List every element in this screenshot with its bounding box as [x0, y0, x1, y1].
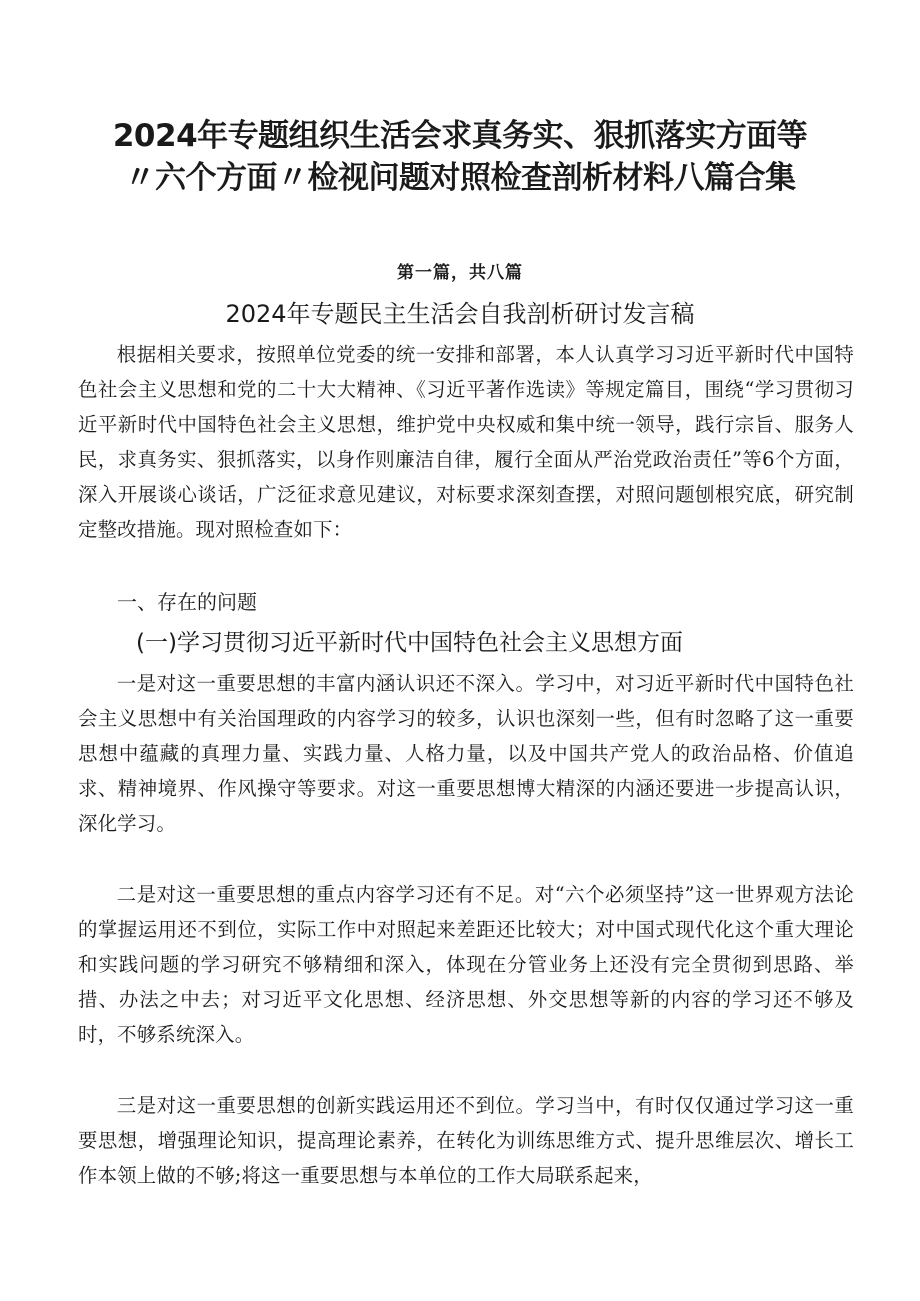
body-paragraph-3: 三是对这一重要思想的创新实践运用还不到位。学习当中，有时仅仅通过学习这一重要思想，增强理论知识，提高理论素养，在转化为训练思维方式、提升思维层次、增长工作本领上做的不够;将这一重要思想与本单位的工作大局联系起来， [78, 1094, 854, 1187]
intro-paragraph: 根据相关要求，按照单位党委的统一安排和部署，本人认真学习习近平新时代中国特色社会主义思想和党的二十大大精神、《习近平著作选读》等规定篇目，围绕“学习贯彻习近平新时代中国特色社会主义思想，维护党中央权威和集中统一领导，践行宗旨、服务人民，求真务实、狠抓落实，以身作则廉洁自律，履行全面从严治党政治责任”等6个方面，深入开展谈心谈话，广泛征求意见建议，对标要求深刻查摆，对照问题刨根究底，研究制定整改措施。现对照检查如下： [78, 343, 854, 541]
body-paragraph-1: 一是对这一重要思想的丰富内涵认识还不深入。学习中，对习近平新时代中国特色社会主义思想中有关治国理政的内容学习的较多，认识也深刻一些，但有时忽略了这一重要思想中蕴藏的真理力量、实践力量、人格力量，以及中国共产党人的政治品格、价值追求、精神境界、作风操守等要求。对这一重要思想博大精深的内涵还要进一步提高认识，深化学习。 [78, 672, 854, 835]
article-title: 2024年专题民主生活会自我剖析研讨发言稿 [225, 300, 695, 328]
part-label: 第一篇，共八篇 [397, 263, 523, 283]
document-title-line-2: 〃六个方面〃检视问题对照检查剖析材料八篇合集 [124, 160, 796, 196]
document-title-line-1: 2024年专题组织生活会求真务实、狠抓落实方面等 [112, 118, 808, 154]
section-heading: 一、存在的问题 [117, 590, 257, 614]
body-paragraph-2: 二是对这一重要思想的重点内容学习还有不足。对“六个必须坚持”这一世界观方法论的掌握运用还不到位，实际工作中对照起来差距还比较大；对中国式现代化这个重大理论和实践问题的学习研究不够精细和深入，体现在分管业务上还没有完全贯彻到思路、举措、办法之中去；对习近平文化思想、经济思想、外交思想等新的内容的学习还不够及时，不够系统深入。 [78, 883, 854, 1046]
subsection-heading: (一)学习贯彻习近平新时代中国特色社会主义思想方面 [136, 630, 683, 656]
